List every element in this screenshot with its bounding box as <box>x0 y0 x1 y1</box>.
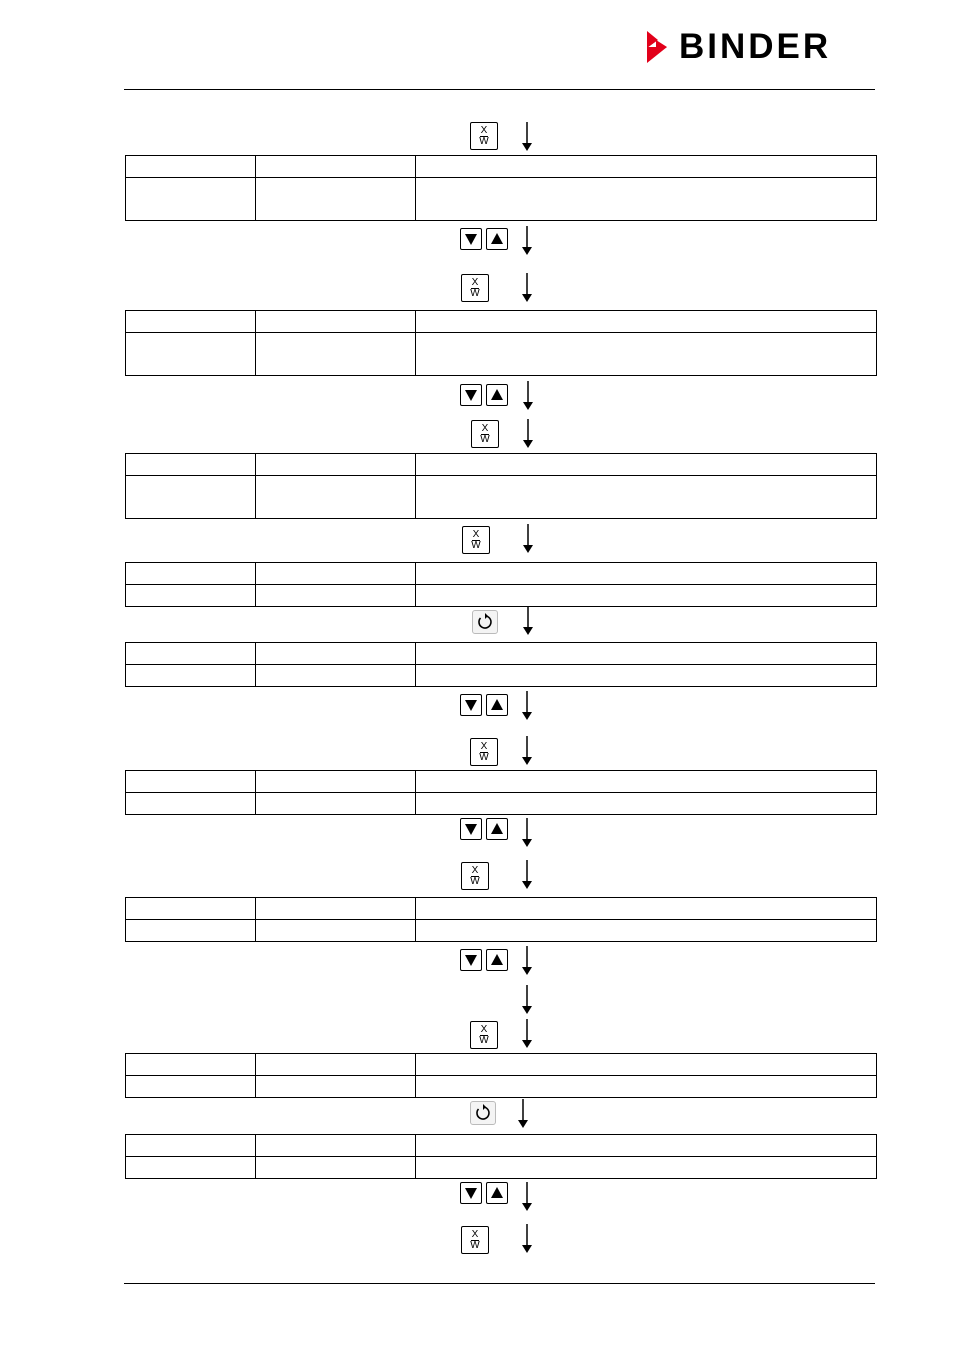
footer-rule <box>124 1283 875 1284</box>
flow-arrow-icon <box>521 818 533 848</box>
binder-logo-icon <box>645 29 675 65</box>
flow-arrow-icon <box>521 1182 533 1212</box>
display-table <box>125 453 877 519</box>
display-table <box>125 310 877 376</box>
display-table <box>125 897 877 942</box>
arrow-down-key-icon <box>460 694 482 716</box>
display-table <box>125 562 877 607</box>
brand-name: BINDER <box>679 27 832 66</box>
flow-arrow-icon <box>522 606 534 636</box>
enter-key-icon: X W <box>461 274 489 302</box>
reset-key-icon <box>470 1101 496 1125</box>
enter-key-icon: X W <box>470 122 498 150</box>
flow-arrow-icon <box>521 691 533 721</box>
enter-key-icon: X W <box>461 862 489 890</box>
enter-key-icon: X W <box>462 526 490 554</box>
enter-key-icon: X W <box>470 738 498 766</box>
flow-arrow-icon <box>521 985 533 1015</box>
enter-key-icon: X W <box>471 420 499 448</box>
arrow-down-key-icon <box>460 384 482 406</box>
flow-arrow-icon <box>521 122 533 152</box>
binder-logo <box>645 29 877 65</box>
arrow-up-key-icon <box>486 228 508 250</box>
arrow-up-key-icon <box>486 694 508 716</box>
display-table <box>125 642 877 687</box>
arrow-down-key-icon <box>460 228 482 250</box>
flow-arrow-icon <box>521 860 533 890</box>
reset-key-icon <box>472 610 498 634</box>
display-table <box>125 1053 877 1098</box>
flow-arrow-icon <box>521 226 533 256</box>
arrow-up-key-icon <box>486 949 508 971</box>
flow-arrow-icon <box>521 946 533 976</box>
display-table <box>125 770 877 815</box>
enter-key-icon: X W <box>470 1021 498 1049</box>
flow-arrow-icon <box>521 736 533 766</box>
flow-arrow-icon <box>517 1099 529 1129</box>
flow-arrow-icon <box>521 273 533 303</box>
header-rule <box>124 89 875 90</box>
flow-arrow-icon <box>522 419 534 449</box>
arrow-up-key-icon <box>486 1182 508 1204</box>
arrow-down-key-icon <box>460 818 482 840</box>
flow-arrow-icon <box>521 1224 533 1254</box>
arrow-down-key-icon <box>460 1182 482 1204</box>
flow-arrow-icon <box>522 381 534 411</box>
enter-key-icon: X W <box>461 1226 489 1254</box>
arrow-up-key-icon <box>486 818 508 840</box>
display-table <box>125 155 877 221</box>
arrow-down-key-icon <box>460 949 482 971</box>
flow-arrow-icon <box>522 524 534 554</box>
flow-arrow-icon <box>521 1019 533 1049</box>
arrow-up-key-icon <box>486 384 508 406</box>
display-table <box>125 1134 877 1179</box>
